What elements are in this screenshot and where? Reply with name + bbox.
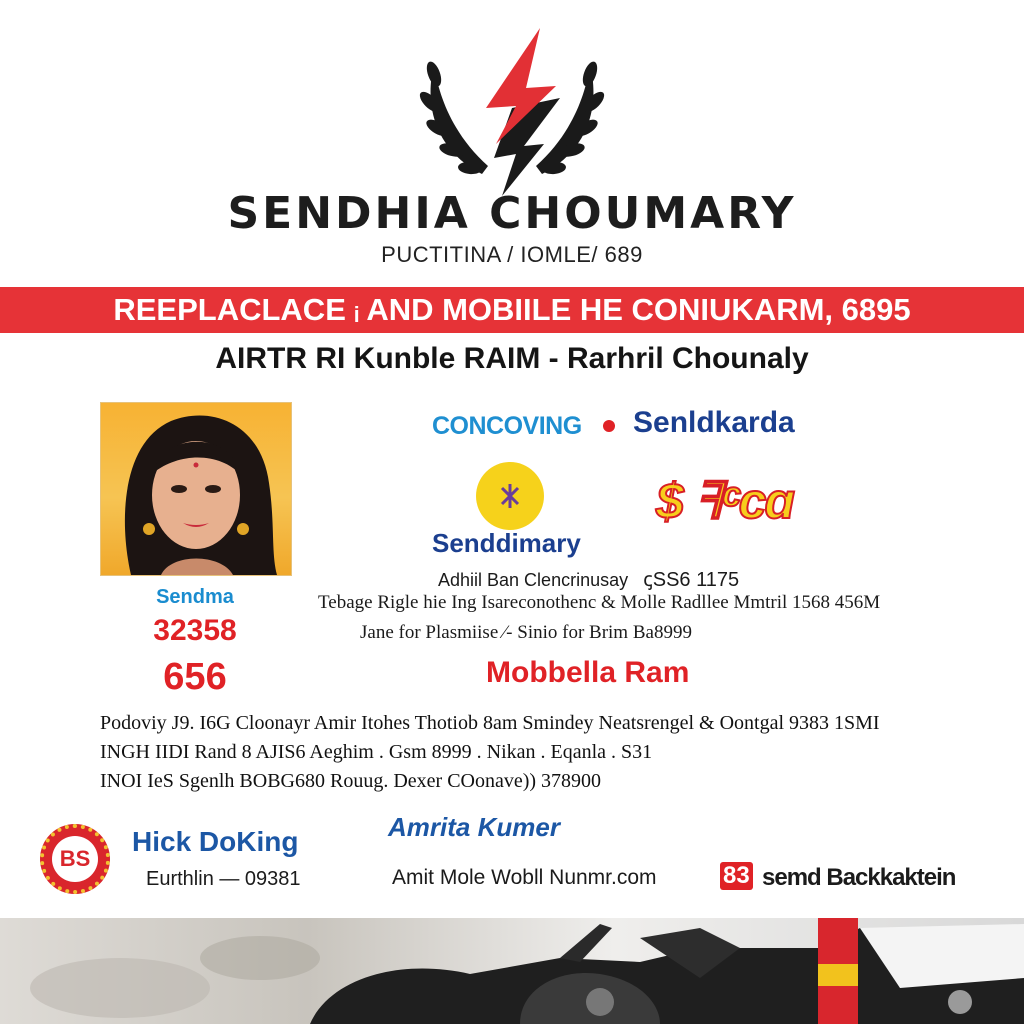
footer-left-title: Hick DoKing	[132, 826, 299, 857]
brand-senddimary: Senddimary	[432, 528, 581, 558]
motorcycle-photo	[0, 918, 1024, 1024]
footer-left-subtitle: Eurthlin — 09381	[146, 868, 301, 890]
body-line-2: INGH IIDI Rand 8 AJIS6 Aeghim . Gsm 8999 . Nikan . Eqanla . S31	[100, 741, 653, 763]
footer-right-text: semd Backkaktein	[762, 864, 956, 891]
info-line-1-text: Adhiil Ban Clencrinusay	[438, 570, 629, 590]
highlight-name: Mobbella Ram	[486, 656, 690, 689]
red-dot	[603, 420, 615, 432]
side-name: Sendma	[156, 586, 234, 608]
brand-senldkarda: Senldkarda	[633, 406, 795, 439]
side-number-secondary: 656	[163, 656, 227, 698]
info-line-3: Jane for Plasmiise ⁄- Sinio for Brim Ba8999	[360, 622, 692, 643]
concoving-label: CONCOVING	[432, 412, 582, 440]
circle-emblem-icon	[476, 462, 544, 530]
info-line-1	[438, 565, 739, 592]
red-banner: REEPLACLACE ᵢ AND MOBIILE HE CONIUKARM, 6895	[0, 287, 1024, 333]
names-line: AIRTR RI Kunble RAIM - Rarhril Chounaly	[215, 342, 809, 375]
brand-title: SENDHIA CHOUMARY	[227, 188, 797, 239]
brand-subtitle: PUCTITINA / IOMLE/ 689	[381, 242, 643, 267]
footer-right-badge: 83	[720, 862, 753, 890]
footer-center-title: Amrita Kumer	[388, 812, 560, 842]
footer-website: Amit Mole Wobll Nunmr.com	[392, 866, 657, 889]
info-line-2: Tebage Rigle hie Ing Isareconothenc & Molle Radllee Mmtril 1568 456M	[318, 592, 881, 613]
portrait-photo	[100, 402, 292, 576]
dollar-logo: $ ꟻᶜcɑ	[656, 473, 794, 529]
side-number-primary: 32358	[153, 614, 237, 647]
info-line-1-number: ꞔSS6 1175	[643, 569, 740, 591]
bs-badge	[40, 824, 110, 894]
lightning-laurel-icon	[412, 24, 612, 200]
body-line-1: Podoviy J9. I6G Cloonayr Amir Itohes Thotiob 8am Smindey Neatsrengel & Oontgal 9383 1SMI	[100, 712, 880, 734]
bs-badge-text: BS	[52, 836, 98, 882]
body-line-3: INOI IeS Sgenlh BOBG680 Rouug. Dexer COonave)) 378900	[100, 770, 602, 792]
